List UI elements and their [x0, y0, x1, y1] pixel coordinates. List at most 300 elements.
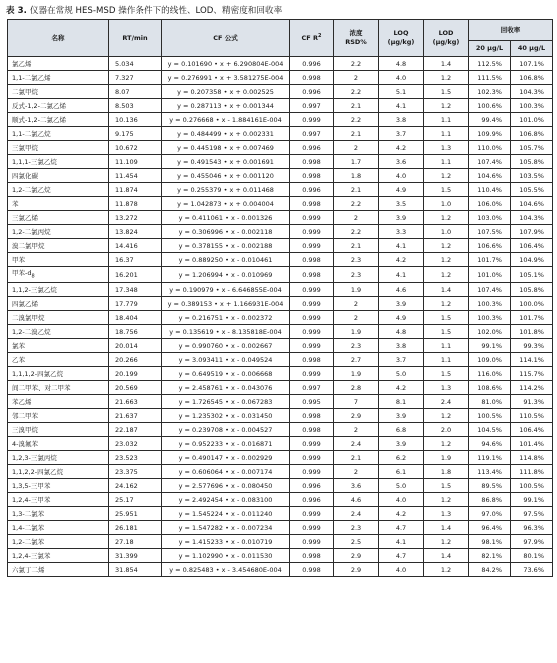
table-row	[8, 141, 553, 155]
cell-loq: 4.8	[379, 325, 424, 339]
cell-recovery-40: 99.1%	[511, 493, 553, 507]
cell-lod: 1.2	[424, 297, 469, 311]
table-row	[8, 85, 553, 99]
cell-rt: 8.503	[109, 99, 162, 113]
cell-name: 1,2,3-三氯丙烷	[8, 451, 109, 465]
cell-recovery-20: 111.5%	[469, 71, 511, 85]
cell-cf-r2: 0.997	[290, 381, 334, 395]
cell-recovery-20: 104.6%	[469, 169, 511, 183]
cell-recovery-20: 108.6%	[469, 381, 511, 395]
cell-cf-formula: y = 1.042873 • x + 0.004004	[162, 197, 290, 211]
cell-name: 4-溴氟苯	[8, 437, 109, 451]
cell-loq: 4.8	[379, 57, 424, 71]
cell-name: 反式-1,2-二氯乙烯	[8, 99, 109, 113]
cell-cf-r2: 0.995	[290, 395, 334, 409]
cell-cf-r2: 0.998	[290, 267, 334, 283]
cell-recovery-20: 99.4%	[469, 113, 511, 127]
cell-rsd: 2	[334, 465, 379, 479]
cell-rt: 20.199	[109, 367, 162, 381]
cell-rt: 26.181	[109, 521, 162, 535]
cell-rt: 14.416	[109, 239, 162, 253]
cell-name: 氯苯	[8, 339, 109, 353]
cell-cf-r2: 0.998	[290, 563, 334, 577]
table-row	[8, 367, 553, 381]
cell-lod: 1.1	[424, 113, 469, 127]
cell-loq: 4.2	[379, 141, 424, 155]
cell-recovery-40: 101.0%	[511, 113, 553, 127]
table-row	[8, 211, 553, 225]
table-row	[8, 493, 553, 507]
table-row	[8, 325, 553, 339]
cell-rsd: 2.2	[334, 225, 379, 239]
cell-recovery-40: 100.0%	[511, 297, 553, 311]
cell-loq: 5.0	[379, 367, 424, 381]
cell-cf-r2: 0.996	[290, 479, 334, 493]
cell-name: 1,1,1,2-四氯乙烷	[8, 367, 109, 381]
cell-recovery-20: 84.2%	[469, 563, 511, 577]
cell-cf-formula: y = 0.276668 • x - 1.884161E-004	[162, 113, 290, 127]
cell-recovery-20: 104.5%	[469, 423, 511, 437]
cell-recovery-40: 105.8%	[511, 155, 553, 169]
cell-rt: 20.014	[109, 339, 162, 353]
cell-recovery-20: 100.3%	[469, 297, 511, 311]
cell-recovery-40: 106.4%	[511, 423, 553, 437]
cell-name: 间二甲苯、对二甲苯	[8, 381, 109, 395]
header-recovery-40: 40 μg/L	[511, 41, 553, 57]
cell-recovery-20: 99.1%	[469, 339, 511, 353]
cell-recovery-40: 103.5%	[511, 169, 553, 183]
table-row	[8, 409, 553, 423]
cell-loq: 4.0	[379, 493, 424, 507]
cell-cf-formula: y = 1.726545 • x - 0.067283	[162, 395, 290, 409]
cell-rt: 13.824	[109, 225, 162, 239]
table-row	[8, 339, 553, 353]
cell-name: 1,2-二氯丙烷	[8, 225, 109, 239]
cell-cf-r2: 0.998	[290, 197, 334, 211]
cell-rsd: 2.1	[334, 451, 379, 465]
cell-rt: 31.399	[109, 549, 162, 563]
cell-loq: 6.1	[379, 465, 424, 479]
cell-cf-r2: 0.999	[290, 465, 334, 479]
header-name: 名称	[8, 20, 109, 57]
cell-loq: 8.1	[379, 395, 424, 409]
cell-rsd: 2.9	[334, 563, 379, 577]
cell-recovery-20: 107.5%	[469, 225, 511, 239]
cell-cf-formula: y = 2.458761 • x - 0.043076	[162, 381, 290, 395]
cell-cf-formula: y = 2.492454 • x - 0.083100	[162, 493, 290, 507]
cell-name: 1,1-二氯乙烷	[8, 127, 109, 141]
cell-recovery-40: 104.3%	[511, 211, 553, 225]
cell-rsd: 2.8	[334, 381, 379, 395]
cell-cf-r2: 0.998	[290, 71, 334, 85]
cell-rt: 17.348	[109, 283, 162, 297]
cell-name: 1,2,4-三氯苯	[8, 549, 109, 563]
table-body	[8, 57, 553, 577]
cell-rt: 18.404	[109, 311, 162, 325]
cell-rsd: 2	[334, 141, 379, 155]
table-row	[8, 311, 553, 325]
table-row	[8, 353, 553, 367]
cell-rt: 11.874	[109, 183, 162, 197]
cell-recovery-40: 107.1%	[511, 57, 553, 71]
cell-recovery-40: 105.5%	[511, 183, 553, 197]
table-row	[8, 395, 553, 409]
cell-cf-r2: 0.997	[290, 127, 334, 141]
cell-cf-formula: y = 0.378155 • x - 0.002188	[162, 239, 290, 253]
cell-rsd: 7	[334, 395, 379, 409]
cell-name: 四氯乙烯	[8, 297, 109, 311]
cell-cf-formula: y = 0.287113 • x + 0.001344	[162, 99, 290, 113]
cell-rsd: 2.2	[334, 85, 379, 99]
table-row	[8, 113, 553, 127]
data-table	[7, 19, 553, 577]
cell-rsd: 2.3	[334, 253, 379, 267]
cell-rsd: 2.3	[334, 521, 379, 535]
cell-recovery-40: 97.9%	[511, 535, 553, 549]
cell-rsd: 1.9	[334, 367, 379, 381]
cell-rt: 18.756	[109, 325, 162, 339]
cell-loq: 4.7	[379, 521, 424, 535]
cell-cf-formula: y = 0.649519 • x - 0.006668	[162, 367, 290, 381]
cell-recovery-20: 119.1%	[469, 451, 511, 465]
cell-loq: 3.8	[379, 339, 424, 353]
cell-loq: 5.0	[379, 479, 424, 493]
cell-recovery-40: 114.8%	[511, 451, 553, 465]
table-row	[8, 127, 553, 141]
cell-rsd: 2.3	[334, 339, 379, 353]
cell-lod: 2.0	[424, 423, 469, 437]
cell-lod: 1.3	[424, 381, 469, 395]
cell-loq: 3.9	[379, 409, 424, 423]
cell-cf-formula: y = 1.206994 • x - 0.010969	[162, 267, 290, 283]
table-row	[8, 197, 553, 211]
cell-recovery-20: 97.0%	[469, 507, 511, 521]
cell-rt: 25.951	[109, 507, 162, 521]
cell-loq: 3.9	[379, 297, 424, 311]
table-row	[8, 155, 553, 169]
cell-lod: 1.2	[424, 535, 469, 549]
cell-recovery-40: 101.8%	[511, 325, 553, 339]
cell-recovery-20: 109.9%	[469, 127, 511, 141]
cell-lod: 1.4	[424, 521, 469, 535]
cell-rsd: 2.1	[334, 99, 379, 113]
cell-cf-r2: 0.999	[290, 451, 334, 465]
cell-recovery-40: 114.2%	[511, 381, 553, 395]
cell-loq: 4.7	[379, 549, 424, 563]
cell-cf-r2: 0.999	[290, 339, 334, 353]
cell-rsd: 3.6	[334, 479, 379, 493]
cell-loq: 5.1	[379, 85, 424, 99]
cell-name: 1,2-二氯乙烷	[8, 183, 109, 197]
cell-cf-formula: y = 0.490147 • x - 0.002929	[162, 451, 290, 465]
cell-rt: 17.779	[109, 297, 162, 311]
cell-recovery-40: 73.6%	[511, 563, 553, 577]
cell-cf-r2: 0.999	[290, 211, 334, 225]
cell-cf-formula: y = 1.102990 • x - 0.011530	[162, 549, 290, 563]
cell-loq: 3.3	[379, 225, 424, 239]
cell-lod: 1.1	[424, 127, 469, 141]
cell-rsd: 2.1	[334, 127, 379, 141]
cell-lod: 1.1	[424, 353, 469, 367]
cell-cf-r2: 0.996	[290, 57, 334, 71]
cell-rt: 21.663	[109, 395, 162, 409]
cell-cf-formula: y = 2.577696 • x - 0.080450	[162, 479, 290, 493]
cell-cf-formula: y = 0.491543 • x + 0.001691	[162, 155, 290, 169]
cell-rt: 16.201	[109, 267, 162, 283]
cell-rsd: 2.9	[334, 549, 379, 563]
table-row	[8, 283, 553, 297]
cell-loq: 3.5	[379, 197, 424, 211]
cell-lod: 1.0	[424, 225, 469, 239]
header-recovery: 回收率	[469, 20, 553, 41]
cell-lod: 1.2	[424, 169, 469, 183]
cell-cf-r2: 0.998	[290, 253, 334, 267]
cell-cf-r2: 0.999	[290, 311, 334, 325]
cell-cf-formula: y = 0.445198 • x + 0.007469	[162, 141, 290, 155]
cell-name: 1,2-二溴乙烷	[8, 325, 109, 339]
cell-recovery-20: 110.0%	[469, 141, 511, 155]
cell-loq: 3.8	[379, 113, 424, 127]
cell-lod: 1.1	[424, 339, 469, 353]
cell-rt: 10.672	[109, 141, 162, 155]
cell-rt: 20.569	[109, 381, 162, 395]
cell-rt: 23.375	[109, 465, 162, 479]
cell-recovery-40: 105.7%	[511, 141, 553, 155]
cell-recovery-20: 116.0%	[469, 367, 511, 381]
cell-cf-r2: 0.996	[290, 85, 334, 99]
table-row	[8, 169, 553, 183]
cell-recovery-40: 104.6%	[511, 197, 553, 211]
cell-rsd: 2.5	[334, 535, 379, 549]
cell-lod: 1.2	[424, 563, 469, 577]
cell-cf-r2: 0.998	[290, 423, 334, 437]
cell-recovery-40: 104.9%	[511, 253, 553, 267]
cell-recovery-40: 114.1%	[511, 353, 553, 367]
cell-cf-formula: y = 0.306996 • x - 0.002118	[162, 225, 290, 239]
cell-rsd: 2.4	[334, 437, 379, 451]
cell-recovery-20: 102.0%	[469, 325, 511, 339]
cell-rsd: 2.2	[334, 197, 379, 211]
cell-recovery-20: 96.4%	[469, 521, 511, 535]
cell-recovery-40: 96.3%	[511, 521, 553, 535]
cell-cf-r2: 0.998	[290, 549, 334, 563]
cell-lod: 1.5	[424, 183, 469, 197]
cell-cf-formula: y = 0.952233 • x - 0.016871	[162, 437, 290, 451]
cell-recovery-20: 112.5%	[469, 57, 511, 71]
header-lod: LOD (μg/kg)	[424, 20, 469, 57]
cell-name: 1,1-二氯乙烯	[8, 71, 109, 85]
cell-cf-r2: 0.998	[290, 409, 334, 423]
cell-name: 甲苯$-d_8$	[8, 267, 109, 283]
cell-name: 三氯甲烷	[8, 141, 109, 155]
cell-loq: 4.9	[379, 311, 424, 325]
cell-cf-formula: y = 0.216751 • x - 0.002372	[162, 311, 290, 325]
cell-lod: 1.2	[424, 437, 469, 451]
cell-recovery-40: 105.1%	[511, 267, 553, 283]
cell-rsd: 2	[334, 211, 379, 225]
cell-cf-formula: y = 1.547282 • x - 0.007234	[162, 521, 290, 535]
cell-recovery-40: 110.5%	[511, 409, 553, 423]
cell-recovery-40: 97.5%	[511, 507, 553, 521]
cell-rt: 8.07	[109, 85, 162, 99]
cell-recovery-40: 80.1%	[511, 549, 553, 563]
header-rsd: 浓度 RSD%	[334, 20, 379, 57]
cell-loq: 3.9	[379, 437, 424, 451]
cell-recovery-40: 106.8%	[511, 71, 553, 85]
cell-rt: 11.878	[109, 197, 162, 211]
header-cf: CF 公式	[162, 20, 290, 57]
cell-rt: 31.854	[109, 563, 162, 577]
cell-name: 1,4-二氯苯	[8, 521, 109, 535]
cell-cf-formula: y = 0.239708 • x - 0.004527	[162, 423, 290, 437]
cell-name: 1,2-二氯苯	[8, 535, 109, 549]
cell-rt: 5.034	[109, 57, 162, 71]
cell-rt: 11.454	[109, 169, 162, 183]
header-loq: LOQ (μg/kg)	[379, 20, 424, 57]
cell-lod: 1.4	[424, 283, 469, 297]
cell-rt: 20.266	[109, 353, 162, 367]
cell-recovery-20: 107.4%	[469, 283, 511, 297]
cell-cf-r2: 0.996	[290, 141, 334, 155]
cell-loq: 6.8	[379, 423, 424, 437]
cell-recovery-20: 101.7%	[469, 253, 511, 267]
cell-rsd: 2.4	[334, 507, 379, 521]
cell-recovery-40: 100.3%	[511, 99, 553, 113]
cell-recovery-40: 101.4%	[511, 437, 553, 451]
table-row	[8, 183, 553, 197]
cell-cf-r2: 0.996	[290, 493, 334, 507]
cell-rsd: 1.9	[334, 283, 379, 297]
cell-loq: 3.9	[379, 211, 424, 225]
cell-name: 1,3,5-三甲苯	[8, 479, 109, 493]
cell-loq: 4.9	[379, 183, 424, 197]
cell-recovery-20: 98.1%	[469, 535, 511, 549]
cell-lod: 1.2	[424, 99, 469, 113]
cell-recovery-20: 86.8%	[469, 493, 511, 507]
cell-rsd: 2.9	[334, 409, 379, 423]
cell-rsd: 2.1	[334, 183, 379, 197]
cell-cf-formula: y = 1.545224 • x - 0.011240	[162, 507, 290, 521]
cell-recovery-20: 101.0%	[469, 267, 511, 283]
cell-loq: 4.1	[379, 99, 424, 113]
cell-name: 溴二氯甲烷	[8, 239, 109, 253]
cell-cf-formula: y = 1.235302 • x - 0.031450	[162, 409, 290, 423]
cell-name: 苯	[8, 197, 109, 211]
cell-loq: 4.6	[379, 283, 424, 297]
table-row	[8, 535, 553, 549]
cell-loq: 4.2	[379, 507, 424, 521]
cell-lod: 2.4	[424, 395, 469, 409]
cell-rt: 23.523	[109, 451, 162, 465]
cell-cf-formula: y = 0.255379 • x + 0.011468	[162, 183, 290, 197]
cell-rsd: 2.2	[334, 113, 379, 127]
cell-recovery-40: 99.3%	[511, 339, 553, 353]
table-caption	[6, 4, 282, 16]
table-row	[8, 381, 553, 395]
cell-lod: 1.0	[424, 197, 469, 211]
cell-lod: 1.3	[424, 507, 469, 521]
cell-name: 四氯化碳	[8, 169, 109, 183]
cell-rsd: 1.8	[334, 169, 379, 183]
table-row	[8, 479, 553, 493]
cell-lod: 1.2	[424, 267, 469, 283]
cell-loq: 6.2	[379, 451, 424, 465]
cell-loq: 4.0	[379, 71, 424, 85]
cell-recovery-40: 107.9%	[511, 225, 553, 239]
cell-lod: 1.5	[424, 311, 469, 325]
cell-recovery-20: 107.4%	[469, 155, 511, 169]
cell-lod: 1.5	[424, 85, 469, 99]
table-row	[8, 71, 553, 85]
cell-rt: 21.637	[109, 409, 162, 423]
cell-cf-r2: 0.999	[290, 367, 334, 381]
table-row	[8, 267, 553, 283]
cell-lod: 1.2	[424, 239, 469, 253]
table-header	[8, 20, 553, 57]
cell-recovery-20: 102.3%	[469, 85, 511, 99]
cell-cf-r2: 0.996	[290, 183, 334, 197]
cell-lod: 1.5	[424, 479, 469, 493]
cell-rt: 10.136	[109, 113, 162, 127]
cell-lod: 1.3	[424, 141, 469, 155]
cell-loq: 4.0	[379, 169, 424, 183]
cell-cf-r2: 0.999	[290, 521, 334, 535]
table-row	[8, 297, 553, 311]
cell-rsd: 2.1	[334, 239, 379, 253]
table-row	[8, 225, 553, 239]
table-row	[8, 549, 553, 563]
cell-rt: 25.17	[109, 493, 162, 507]
cell-cf-r2: 0.999	[290, 113, 334, 127]
cell-rt: 24.162	[109, 479, 162, 493]
cell-lod: 1.5	[424, 325, 469, 339]
cell-cf-r2: 0.999	[290, 535, 334, 549]
cell-cf-formula: y = 0.825483 • x - 3.454680E-004	[162, 563, 290, 577]
cell-recovery-40: 91.3%	[511, 395, 553, 409]
cell-cf-formula: y = 0.455046 • x + 0.001120	[162, 169, 290, 183]
cell-lod: 1.4	[424, 549, 469, 563]
cell-lod: 1.2	[424, 253, 469, 267]
cell-lod: 1.9	[424, 451, 469, 465]
cell-recovery-20: 110.4%	[469, 183, 511, 197]
cell-recovery-20: 94.6%	[469, 437, 511, 451]
cell-recovery-40: 101.7%	[511, 311, 553, 325]
cell-recovery-20: 82.1%	[469, 549, 511, 563]
cell-rsd: 2.7	[334, 353, 379, 367]
cell-cf-formula: y = 0.101690 • x + 6.290804E-004	[162, 57, 290, 71]
cell-recovery-40: 104.3%	[511, 85, 553, 99]
cell-loq: 4.2	[379, 381, 424, 395]
cell-recovery-20: 100.5%	[469, 409, 511, 423]
cell-cf-formula: y = 0.135619 • x - 8.135818E-004	[162, 325, 290, 339]
cell-cf-formula: y = 0.389153 • x + 1.166931E-004	[162, 297, 290, 311]
cell-cf-formula: y = 0.889250 • x - 0.010461	[162, 253, 290, 267]
cell-loq: 4.1	[379, 267, 424, 283]
cell-name: 1,1,2,2-四氯乙烷	[8, 465, 109, 479]
cell-recovery-40: 106.4%	[511, 239, 553, 253]
cell-rt: 13.272	[109, 211, 162, 225]
table-row	[8, 99, 553, 113]
cell-rt: 22.187	[109, 423, 162, 437]
cell-loq: 4.0	[379, 563, 424, 577]
cell-rsd: 2	[334, 71, 379, 85]
cell-rt: 16.37	[109, 253, 162, 267]
cell-cf-r2: 0.999	[290, 225, 334, 239]
cell-name: 苯乙烯	[8, 395, 109, 409]
cell-rsd: 2	[334, 297, 379, 311]
table-row	[8, 507, 553, 521]
cell-lod: 1.4	[424, 57, 469, 71]
